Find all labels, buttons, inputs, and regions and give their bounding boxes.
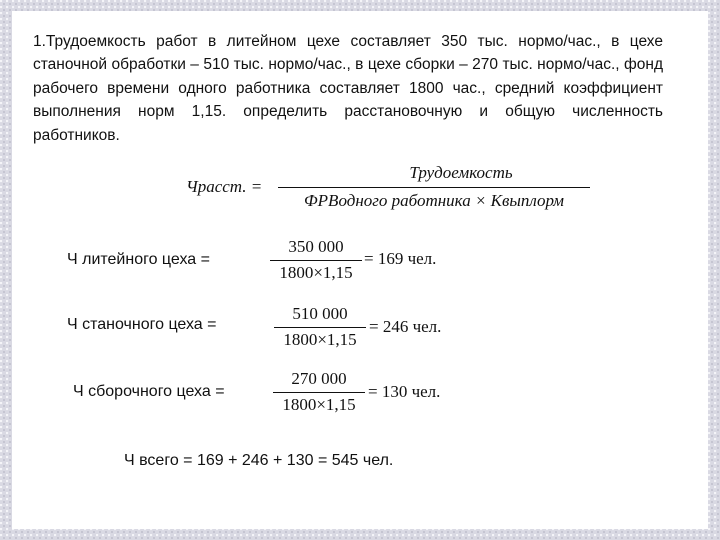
calc-denominator: 1800×1,15 <box>279 263 353 282</box>
formula-denominator: ФРВодного работника × Квыплорм <box>304 191 564 210</box>
calc-denominator: 1800×1,15 <box>283 330 357 349</box>
calc-numerator: 270 000 <box>291 369 347 388</box>
calc-fraction-assembly <box>273 369 365 415</box>
formula-lhs: Чрасст. = <box>186 177 263 196</box>
calc-label-foundry: Ч литейного цеха = <box>67 251 210 268</box>
calc-result-assembly: = 130 чел. <box>368 382 441 401</box>
calc-label-machining: Ч станочного цеха = <box>67 316 217 333</box>
calc-numerator: 510 000 <box>292 304 348 323</box>
total-line: Ч всего = 169 + 246 + 130 = 545 чел. <box>124 452 394 469</box>
formula-numerator: Трудоемкость <box>409 163 513 182</box>
formula-fraction <box>278 163 590 211</box>
calc-result-foundry: = 169 чел. <box>364 249 437 268</box>
calc-label-assembly: Ч сборочного цеха = <box>73 383 225 400</box>
calc-fraction-machining <box>274 304 366 350</box>
calc-numerator: 350 000 <box>288 237 344 256</box>
calc-fraction-foundry <box>270 237 362 283</box>
calc-result-machining: = 246 чел. <box>369 317 442 336</box>
problem-text: 1.Трудоемкость работ в литейном цехе составляет 350 тыс. нормо/час., в цехе станочной обработки – 510 тыс. нормо/час., в цехе сборки – 270 тыс. нормо/час., фонд рабочего времени одного работника составляет 1800 час., средний коэффициент выполнения норм 1,15. определить расстановочную и общую численность работников. <box>33 33 663 144</box>
calc-denominator: 1800×1,15 <box>282 395 356 414</box>
